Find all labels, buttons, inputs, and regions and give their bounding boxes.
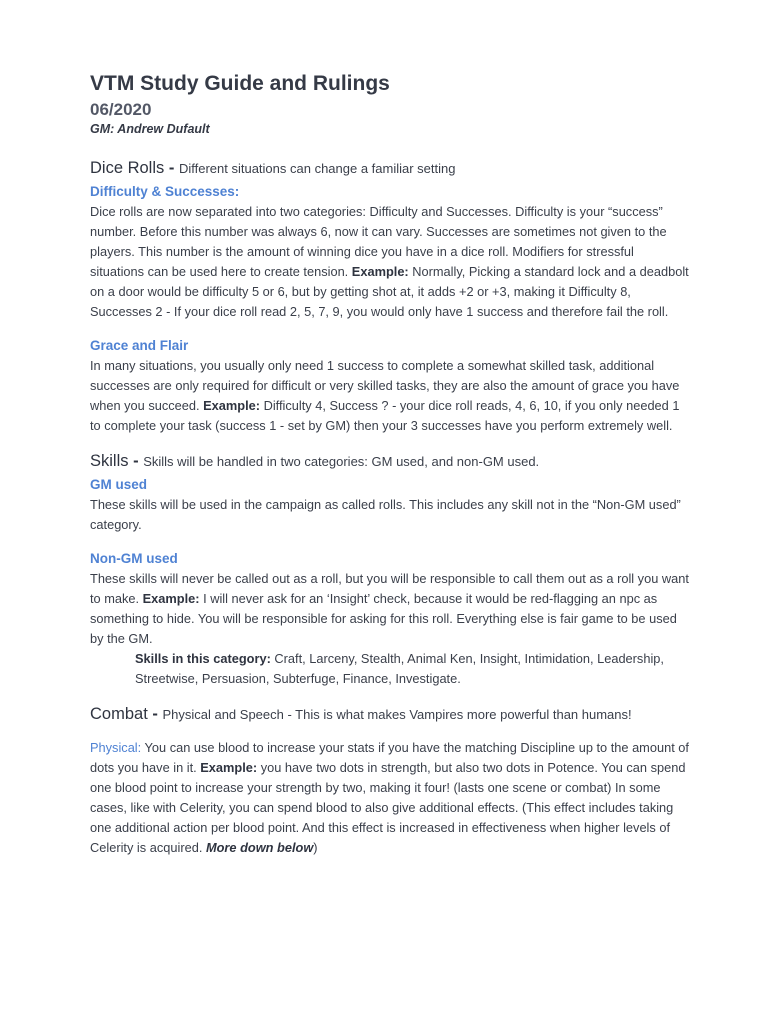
document-content <box>90 70 690 858</box>
paragraph-text: Dice rolls are now separated into two categories: Difficulty and Successes. Difficulty is your “success” number. Before this number was always 6, now it can vary. Successes are sometimes not given to the players. This number is the amount of winning dice you have in a dice roll. Modifiers for stressful situations can be used here to create tension. <box>90 204 667 279</box>
paragraph-text: You can use blood to increase your stats if you have the matching Discipline up to the amount of dots you have in it. <box>90 740 689 775</box>
section-description: Different situations can change a familiar setting <box>178 161 456 176</box>
subheading-gm-used: GM used <box>90 477 148 492</box>
document-date: 06/2020 <box>90 100 152 119</box>
paragraph-physical <box>90 738 690 858</box>
example-text: I will never ask for an ‘Insight’ check, because it would be red-flagging an npc as something to hide. You will be responsible for asking for this roll. Everything else is fair game to be used by the GM. <box>90 591 677 646</box>
example-label: Example: <box>200 760 258 775</box>
skills-category-list <box>90 649 690 689</box>
section-separator: - <box>147 705 163 723</box>
section-title: Dice Rolls <box>90 159 165 177</box>
paragraph-grace <box>90 356 690 436</box>
paragraph-difficulty <box>90 202 690 322</box>
subheading-non-gm-used: Non-GM used <box>90 551 178 566</box>
example-text: Normally, Picking a standard lock and a deadbolt on a door would be difficulty 5 or 6, but by getting shot at, it adds +2 or +3, making it Difficulty 8, Successes 2 - If your dice roll read 2, 5, 7, 9, you would only have 1 success and therefore fail the roll. <box>90 264 689 319</box>
physical-label: Physical: <box>90 740 142 755</box>
section-title: Skills <box>90 452 129 470</box>
document-title: VTM Study Guide and Rulings <box>90 72 390 95</box>
subheading-difficulty-successes: Difficulty & Successes: <box>90 184 240 199</box>
paragraph-text: These skills will never be called out as a roll, but you will be responsible to call them out as a roll you want to make. <box>90 571 689 606</box>
category-label: Skills in this category: <box>135 651 271 666</box>
paragraph-non-gm-used <box>90 569 690 649</box>
section-title: Combat <box>90 705 148 723</box>
section-dice-rolls-heading <box>90 157 690 180</box>
gm-credit: GM: Andrew Dufault <box>90 122 210 136</box>
section-skills-heading <box>90 450 690 473</box>
section-combat-heading <box>90 703 690 726</box>
subheading-grace-flair: Grace and Flair <box>90 338 189 353</box>
example-label: Example: <box>351 264 409 279</box>
section-separator: - <box>128 452 144 470</box>
section-description: Physical and Speech - This is what makes Vampires more powerful than humans! <box>162 707 632 722</box>
paragraph-text: In many situations, you usually only need 1 success to complete a somewhat skilled task, additional successes are only required for difficult or very skilled tasks, they are also the amount of grace you have when you succeed. <box>90 358 680 413</box>
example-label: Example: <box>203 398 261 413</box>
section-separator: - <box>164 159 179 177</box>
more-down-below-note: More down below <box>205 840 314 855</box>
section-description: Skills will be handled in two categories: GM used, and non-GM used. <box>143 454 540 469</box>
example-text: you have two dots in strength, but also two dots in Potence. You can spend one blood point to increase your strength by two, making it four! (lasts one scene or combat) In some cases, like with Celerity, you can spend blood to also give additional effects. (This effect includes taking one additional action per blood point. And this effect is increased in effectiveness when higher levels of Celerity is acquired. <box>90 760 686 855</box>
closing-paren: ) <box>313 840 318 855</box>
paragraph-gm-used: These skills will be used in the campaign as called rolls. This includes any skill not in the “Non-GM used” category. <box>90 497 681 532</box>
example-label: Example: <box>142 591 200 606</box>
category-list-text: Craft, Larceny, Stealth, Animal Ken, Insight, Intimidation, Leadership, Streetwise, Persuasion, Subterfuge, Finance, Investigate. <box>135 651 664 686</box>
example-text: Difficulty 4, Success ? - your dice roll reads, 4, 6, 10, if you only needed 1 to complete your task (success 1 - set by GM) then your 3 successes have you perform extremely well. <box>90 398 680 433</box>
